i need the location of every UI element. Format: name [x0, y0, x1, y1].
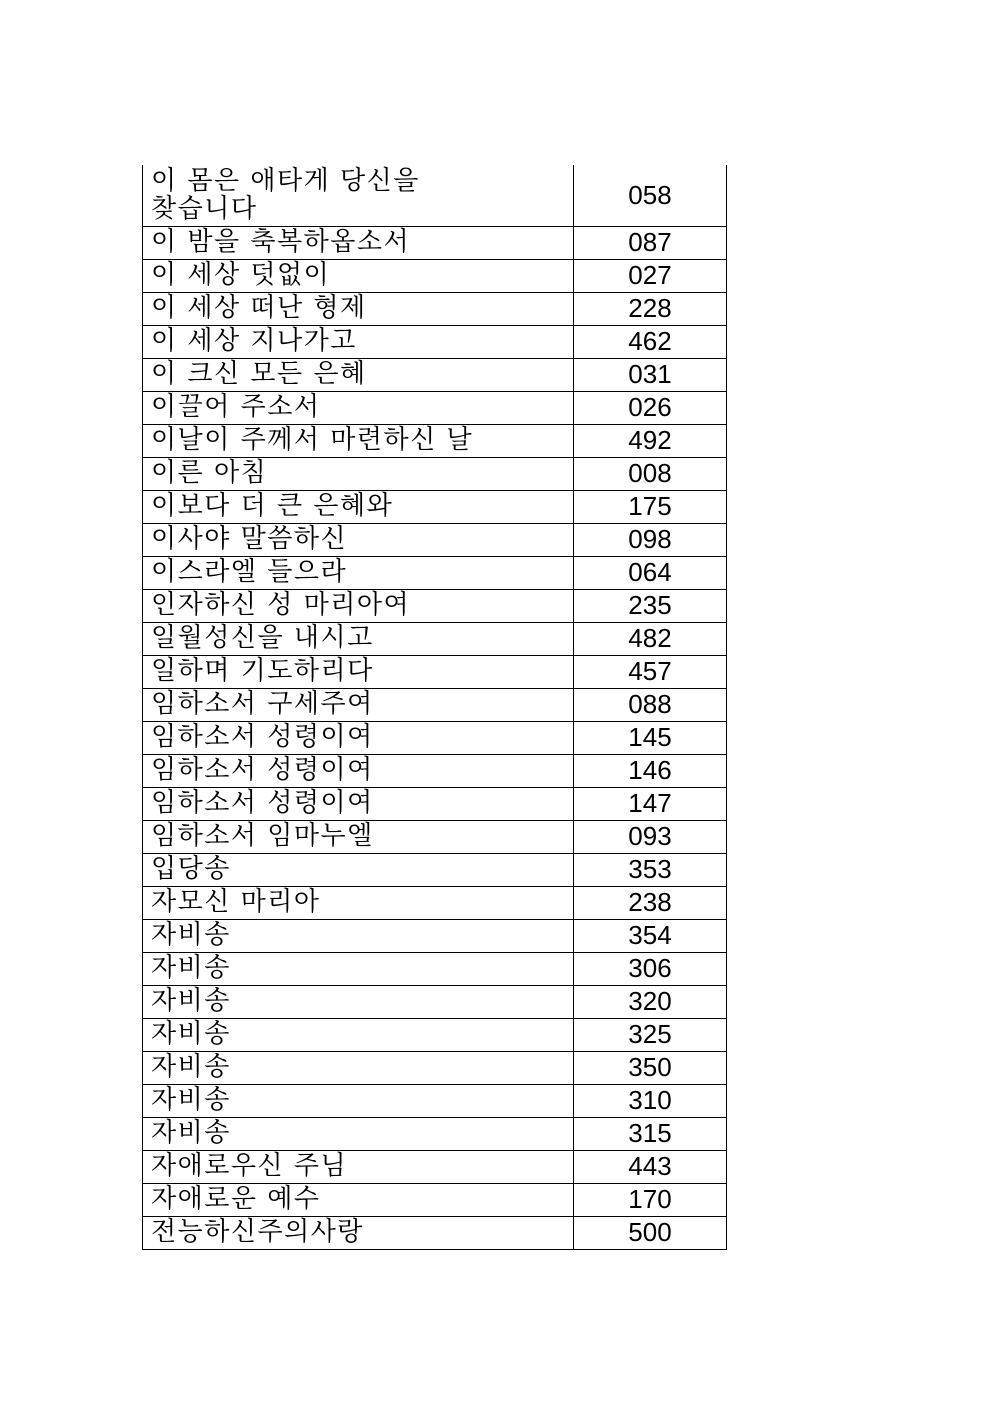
hymn-title-cell: 자모신 마리아	[143, 886, 574, 919]
table-row	[143, 490, 727, 523]
hymn-index-table	[142, 165, 727, 1250]
hymn-title-cell: 임하소서 구세주여	[143, 688, 574, 721]
hymn-title-cell: 일월성신을 내시고	[143, 622, 574, 655]
hymn-number-cell: 350	[574, 1051, 727, 1084]
hymn-number-cell: 354	[574, 919, 727, 952]
hymn-number-cell: 098	[574, 523, 727, 556]
hymn-title-cell: 자비송	[143, 919, 574, 952]
hymn-number-cell: 238	[574, 886, 727, 919]
hymn-title-cell: 이사야 말씀하신	[143, 523, 574, 556]
hymn-number-cell: 147	[574, 787, 727, 820]
table-row	[143, 1084, 727, 1117]
hymn-title-cell: 인자하신 성 마리아여	[143, 589, 574, 622]
hymn-title-cell: 이 몸은 애타게 당신을 찾습니다	[143, 165, 574, 226]
table-row	[143, 1150, 727, 1183]
table-row	[143, 1216, 727, 1249]
hymn-number-cell: 306	[574, 952, 727, 985]
table-row	[143, 325, 727, 358]
hymn-number-cell: 443	[574, 1150, 727, 1183]
table-row	[143, 292, 727, 325]
hymn-number-cell: 482	[574, 622, 727, 655]
table-row	[143, 165, 727, 226]
table-row	[143, 820, 727, 853]
hymn-title-cell: 이보다 더 큰 은혜와	[143, 490, 574, 523]
hymn-title-cell: 이른 아침	[143, 457, 574, 490]
table-row	[143, 952, 727, 985]
table-row	[143, 1018, 727, 1051]
table-row	[143, 787, 727, 820]
table-row	[143, 886, 727, 919]
hymn-title-cell: 자비송	[143, 1018, 574, 1051]
hymn-number-cell: 310	[574, 1084, 727, 1117]
table-row	[143, 556, 727, 589]
hymn-number-cell: 064	[574, 556, 727, 589]
table-row	[143, 1051, 727, 1084]
hymn-title-cell: 이 크신 모든 은혜	[143, 358, 574, 391]
hymn-number-cell: 500	[574, 1216, 727, 1249]
hymn-number-cell: 235	[574, 589, 727, 622]
hymn-number-cell: 093	[574, 820, 727, 853]
hymn-title-cell: 자비송	[143, 1051, 574, 1084]
table-row	[143, 424, 727, 457]
hymn-title-cell: 자애로운 예수	[143, 1183, 574, 1216]
hymn-title-cell: 자비송	[143, 985, 574, 1018]
hymn-number-cell: 175	[574, 490, 727, 523]
table-row	[143, 622, 727, 655]
hymn-title-cell: 이 밤을 축복하옵소서	[143, 226, 574, 259]
hymn-number-cell: 146	[574, 754, 727, 787]
hymn-number-cell: 008	[574, 457, 727, 490]
hymn-number-cell: 087	[574, 226, 727, 259]
table-row	[143, 226, 727, 259]
table-row	[143, 688, 727, 721]
table-row	[143, 391, 727, 424]
hymn-number-cell: 058	[574, 165, 727, 226]
hymn-number-cell: 145	[574, 721, 727, 754]
hymn-title-cell: 임하소서 성령이여	[143, 754, 574, 787]
table-row	[143, 523, 727, 556]
hymn-title-cell: 자애로우신 주님	[143, 1150, 574, 1183]
hymn-number-cell: 027	[574, 259, 727, 292]
table-row	[143, 919, 727, 952]
hymn-title-cell: 임하소서 성령이여	[143, 787, 574, 820]
table-row	[143, 1117, 727, 1150]
hymn-number-cell: 228	[574, 292, 727, 325]
hymn-number-cell: 457	[574, 655, 727, 688]
hymn-title-cell: 자비송	[143, 1084, 574, 1117]
hymn-number-cell: 170	[574, 1183, 727, 1216]
hymn-number-cell: 353	[574, 853, 727, 886]
hymn-number-cell: 492	[574, 424, 727, 457]
hymn-title-cell: 이날이 주께서 마련하신 날	[143, 424, 574, 457]
table-row	[143, 1183, 727, 1216]
hymn-number-cell: 320	[574, 985, 727, 1018]
table-row	[143, 985, 727, 1018]
table-row	[143, 259, 727, 292]
hymn-title-cell: 이스라엘 들으라	[143, 556, 574, 589]
hymn-number-cell: 462	[574, 325, 727, 358]
hymn-title-cell: 임하소서 성령이여	[143, 721, 574, 754]
hymn-title-cell: 자비송	[143, 952, 574, 985]
hymn-number-cell: 088	[574, 688, 727, 721]
table-row	[143, 853, 727, 886]
hymn-number-cell: 026	[574, 391, 727, 424]
hymn-index-body	[143, 165, 727, 1249]
hymn-title-cell: 일하며 기도하리다	[143, 655, 574, 688]
table-row	[143, 754, 727, 787]
hymn-title-cell: 자비송	[143, 1117, 574, 1150]
hymn-number-cell: 031	[574, 358, 727, 391]
hymn-title-cell: 이 세상 지나가고	[143, 325, 574, 358]
table-row	[143, 457, 727, 490]
table-row	[143, 358, 727, 391]
hymn-title-cell: 이 세상 떠난 형제	[143, 292, 574, 325]
hymn-title-cell: 입당송	[143, 853, 574, 886]
table-row	[143, 589, 727, 622]
hymn-number-cell: 325	[574, 1018, 727, 1051]
table-row	[143, 721, 727, 754]
table-row	[143, 655, 727, 688]
hymn-title-cell: 전능하신주의사랑	[143, 1216, 574, 1249]
hymn-title-cell: 이 세상 덧없이	[143, 259, 574, 292]
hymn-number-cell: 315	[574, 1117, 727, 1150]
hymn-title-cell: 임하소서 임마누엘	[143, 820, 574, 853]
hymn-title-cell: 이끌어 주소서	[143, 391, 574, 424]
